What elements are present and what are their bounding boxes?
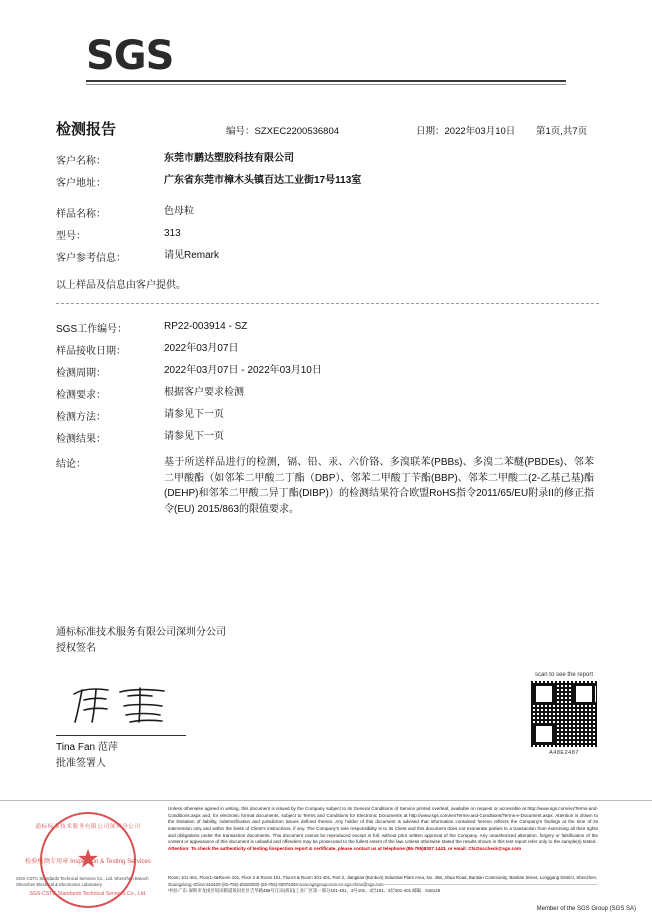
- footer-email: sgs.china@sgs.com: [344, 881, 384, 887]
- authorized-signature-label: 授权签名: [56, 643, 96, 654]
- field-value: 广东省东莞市樟木头镇百达工业街17号113室: [164, 175, 362, 186]
- divider-top: [56, 303, 599, 304]
- field-value: 色母粒: [164, 206, 194, 217]
- report-number-label: 编号：: [226, 126, 255, 137]
- field-label: 检测周期：: [56, 368, 106, 379]
- stamp-top-text: 通标标准技术服务有限公司深圳分公司: [35, 824, 141, 830]
- field-label: 客户参考信息：: [56, 253, 126, 264]
- footer-disclaimer-block: [168, 806, 598, 853]
- field-value: RP22-003914 - SZ: [164, 321, 248, 332]
- field-label: SGS工作编号：: [56, 324, 128, 335]
- field-label: 样品名称：: [56, 209, 106, 220]
- report-date-label: 日期：: [416, 126, 445, 137]
- field-row-model: [56, 227, 601, 242]
- customer-section: [56, 152, 601, 196]
- testing-section: [56, 320, 601, 524]
- field-row-job-number: [56, 320, 601, 335]
- stamp-inner: [25, 814, 151, 906]
- field-label: 型号：: [56, 231, 86, 242]
- signer-role: 批准签署人: [56, 758, 106, 769]
- qr-corner-icon: [533, 723, 555, 745]
- field-row-test-period: [56, 364, 601, 379]
- field-row-test-requirement: [56, 386, 601, 401]
- field-row-test-method: [56, 408, 601, 423]
- field-row-customer-name: [56, 152, 601, 167]
- footer-disclaimer: Unless otherwise agreed in writing, this document is issued by the Company subject to its General Conditions of Service printed overleaf, available on request or accessible at http://www.sgs.com/en/Terms-and-Conditions.aspx and, for electronic format documents, subject to Terms and Conditions for Electronic Documents at http://www.sgs.com/en/Terms-and-Conditions/Terms-e-Document.aspx. Attention is drawn to the limitation of liability, indemnification and jurisdiction issues defined therein. Any holder of this document is advised that information contained hereon reflects the Company's findings at the time of its intervention only and within the limits of Client's instructions, if any. The Company's sole responsibility is to its Client and this document does not exonerate parties to a transaction from exercising all their rights and obligations under the transaction documents. This document cannot be reproduced except in full, without prior written approval of the Company. Any unauthorized alteration, forgery or falsification of the content or appearance of this document is unlawful and offenders may be prosecuted to the fullest extent of the law. Unless otherwise stated the results shown in this test report refer only to the sample(s) tested .: [168, 806, 598, 845]
- field-value: 2022年03月07日: [164, 343, 239, 354]
- sgs-logo: [86, 33, 196, 79]
- stamp-mid-text: 检验检测专用章 Inspection & Testing Services: [25, 858, 151, 865]
- sgs-logo-text: SGS: [86, 33, 174, 79]
- field-label: 样品接收日期：: [56, 346, 126, 357]
- footer-address-en: [168, 875, 598, 888]
- field-value: 请参见下一页: [164, 409, 224, 420]
- field-value: 东莞市鹏达塑胶科技有限公司: [164, 153, 294, 164]
- field-value: 根据客户要求检测: [164, 387, 244, 398]
- field-row-customer-reference: [56, 249, 601, 264]
- page-title: 检测报告: [56, 121, 117, 138]
- footer-rule: [0, 800, 652, 801]
- field-label: 客户地址：: [56, 178, 106, 189]
- sample-note: 以上样品及信息由客户提供。: [56, 280, 186, 291]
- qr-block[interactable]: [528, 672, 600, 756]
- header-rule-thin: [86, 84, 566, 85]
- header-rule: [86, 80, 566, 82]
- signature-rule: [56, 735, 186, 736]
- field-label: 客户名称：: [56, 156, 106, 167]
- title-row: [56, 118, 596, 139]
- field-label: 检测方法：: [56, 412, 106, 423]
- field-value: 313: [164, 228, 181, 239]
- field-value: 2022年03月07日 - 2022年03月10日: [164, 365, 322, 376]
- field-label: 结论：: [56, 459, 86, 470]
- issuing-company: 通标标准技术服务有限公司深圳分公司: [56, 627, 226, 638]
- sample-section: [56, 205, 601, 271]
- field-row-customer-address: [56, 174, 601, 189]
- field-row-sample-name: [56, 205, 601, 220]
- qr-id: A48E2487: [549, 750, 579, 756]
- footer-attention: Attention: To check the authenticity of testing /inspection report & certificate, please contact us at telephone:(86-755)8307 1443, or email: CN.Doccheck@sgs.com: [168, 845, 522, 851]
- report-number-value: SZXEC2200536804: [254, 126, 340, 137]
- conclusion-text: 基于所送样品进行的检测，镉、铅、汞、六价铬、多溴联苯(PBBs)、多溴二苯醚(PBDEs)、邻苯二甲酸酯（如邻苯二甲酸二丁酯（DBP）、邻苯二甲酸丁苄酯(BBP)、邻苯二甲酸二(2-乙基己基)酯(DEHP)和邻苯二甲酸二异丁酯(DIBP)）的检测结果符合欧盟RoHS指令2011/65/EU附录II的修正指令(EU) 2015/863的限值要求。: [164, 457, 594, 515]
- report-date-value: 2022年03月10日: [444, 126, 516, 137]
- report-number: [226, 123, 416, 137]
- page-count: 第1页,共7页: [536, 126, 588, 137]
- footer-address-en-text: Room 101-401, Floor1-4&Room 101, Floor 2 & Room 101, Floor3 & Room 301-401, Part 2, Jiangtian (Bonbon) Industrial Plant Area, No. 458, Jihua Road, Bantian Community, Bantian Street, Longgang District, Shenzhen, Guangdong, China 518129: [168, 875, 598, 887]
- report-date: [416, 123, 536, 137]
- footer-tel: (86-755) 25328888: [221, 881, 260, 887]
- star-icon: ★: [76, 843, 100, 874]
- footer-web: www.sgsgroup.com.cn: [299, 881, 344, 887]
- field-row-receive-date: [56, 342, 601, 357]
- company-stamp: [25, 812, 151, 908]
- footer-fax: (86-755) 83071888: [260, 881, 298, 887]
- field-row-conclusion: [56, 455, 601, 517]
- field-value: 请见Remark: [164, 250, 220, 261]
- field-label: 检测结果：: [56, 434, 106, 445]
- signer-name: Tina Fan 范萍: [56, 742, 118, 753]
- field-label: 检测要求：: [56, 390, 106, 401]
- signature-block: [56, 625, 226, 657]
- field-row-test-result: [56, 430, 601, 445]
- stamp-bottom-text: SGS-CSTC Standards Technical Services Co., Ltd.: [29, 891, 147, 897]
- footer-address-cn: 中国·广东·深圳市龙岗区坂田街道坂田社区吉华路458号江田(坂田)工业厂区第一部分101-401、3号101、3层101、3层301-401 邮编：518129: [168, 888, 441, 893]
- qr-code-icon[interactable]: [530, 680, 598, 748]
- field-value: 请参见下一页: [164, 431, 224, 442]
- signer-info: [56, 740, 118, 772]
- qr-caption: scan to see the report: [534, 672, 594, 678]
- handwritten-signature: [68, 682, 178, 728]
- footer-member: Member of the SGS Group (SGS SA): [536, 906, 636, 912]
- footer-lab-name: SGS-CSTC Standards Technical Services Co., Ltd. Shenzhen Branch Shenzhen Electrical & Electronics Laboratory: [16, 876, 149, 888]
